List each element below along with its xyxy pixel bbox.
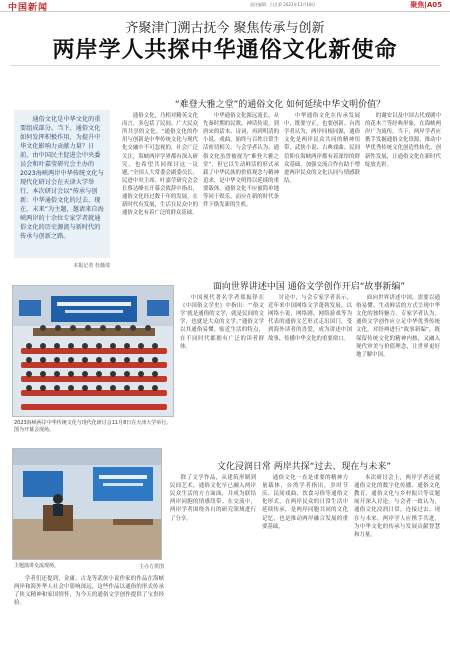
article-column bbox=[170, 474, 256, 640]
paragraph: 中华通俗文化源远流长，从先秦时期的民歌、神话传说，到唐宋的话本、诗词，再到明清的小说、戏曲，始终与百姓日常生活密切相关。与会学者认为，通俗文化虽曾被视为“难登大雅之堂”，但它以生动鲜活的形式承载了中华民族的价值观念与精神追求，是中华文明得以延续的重要载体。通俗文化不应被简单地等同于娱乐，而应在新的时代条件下焕发新的生机。 bbox=[203, 113, 279, 209]
subhead-2: 面向世界讲述中国 通俗文学创作开启“故事新编” bbox=[212, 282, 406, 292]
divider bbox=[10, 65, 440, 66]
speech-stage-image bbox=[13, 449, 162, 560]
paragraph: 讨论中，与会专家学者表示，近年来中国网络文学蓬勃发展，以网络小说、网络剧、网络游戏等为代表的通俗文艺形式走出国门，受到海外读者的喜爱，成为讲述中国故事、传播中华文化的重要窗口。 bbox=[268, 295, 352, 342]
paragraph: 学者们还提到，金庸、古龙等武侠小说作家的作品在海峡两岸和海外华人社会中影响深远，这些作品以通俗的形式传承了侠义精神和家国情怀，为今天的通俗文学创作提供了宝贵经验。 bbox=[14, 576, 164, 607]
section-page-label: 聚焦|A05 bbox=[410, 1, 442, 9]
article-column bbox=[365, 112, 441, 267]
paragraph: 中国现代著名学者郑振铎在《中国俗文学史》中指出：“‘俗文学’就是通俗的文学，就是民间的文学，也就是大众的文学。”通俗文学以其通俗易懂、贴近生活的特点，在不同时代都拥有广泛的读者群体。 bbox=[180, 295, 264, 350]
lead-box bbox=[14, 110, 110, 258]
article-column bbox=[203, 112, 279, 267]
paragraph: 中华通俗文化在传承发展中，既要守正，也要创新。台湾学者认为，两岸同根同源，通俗文化是两岸民众共同的精神纽带，武侠小说、古典戏曲、民间信仰在海峡两岸都有着深厚的群众基础，加强交流合作有助于增进两岸民众的文化认同与情感联结。 bbox=[284, 113, 360, 184]
photo-credit: 主办方供图 bbox=[138, 564, 164, 570]
article-column bbox=[14, 575, 164, 641]
paragraph: 通俗文化，乃相对精英文化而言，多包括了民间、广大民众所共享的文化。“通俗文化的作用与创新是中华传统文化与现代化交融中不可忽视的，社会广泛关注，海峡两岸学界都有深入研究，也希望共同探讨这一议题。”全国人大常委会副委员长、民进中央主席、叶嘉莹研究会会长蔡达峰在开幕会致辞中指出，通俗文化经过数千年的发展，在新时代有发展，生活在民众中的通俗文化有着广泛的群众基础。 bbox=[122, 113, 198, 217]
editor-date-line: 责任编辑：白艺莉 2023年11月18日 bbox=[250, 2, 316, 7]
paragraph: 面向世界讲述中国，需要以通俗易懂、生动鲜活的方式呈现中华文化的独特魅力。专家学者认为，通俗文学创作应立足中华优秀传统文化，对经典进行“故事新编”，既保留传统文化的精神内核，又融入现代审美与价值理念，让世界更好地了解中国。 bbox=[356, 295, 440, 358]
article-column bbox=[122, 112, 198, 267]
photo-caption-1: 2023海峡两岸中华传统文化与现代化研讨会11月8日在天津大学举行。图为开幕会现场。 bbox=[14, 420, 172, 433]
article-column bbox=[268, 294, 352, 446]
conference-hall-image bbox=[13, 286, 174, 417]
subhead-1: “难登大雅之堂”的通俗文化 如何延续中华文明价值？ bbox=[174, 100, 386, 110]
main-headline: 两岸学人共探中华通俗文化新使命 bbox=[52, 37, 398, 63]
article-column bbox=[180, 294, 264, 446]
paragraph: 通俗文化一直是重要的精神力量载体，台湾学者指出，岁时节庆、民间戏曲、饮食习俗等通俗文化形式，在两岸民众的日常生活中延续传承，是两岸同胞共同的文化记忆，也是推动两岸融合发展的重要基础。 bbox=[262, 475, 348, 530]
article-column bbox=[284, 112, 360, 267]
paragraph: 除了文学作品，从建筑形制到民间艺术，通俗文化早已融入两岸民众生活的方方面面，并成为联结两岸同胞的情感纽带。在交流中，两岸学者围绕各自的研究领域进行了分享。 bbox=[170, 475, 256, 522]
lead-author: 本报记者 杜薇琦 bbox=[73, 263, 110, 269]
masthead bbox=[0, 0, 450, 12]
subhead-3: 文化浸润日常 两岸共探“过去、现在与未来” bbox=[216, 462, 392, 472]
article-column bbox=[262, 474, 348, 640]
article-column bbox=[356, 294, 440, 446]
article-column bbox=[354, 474, 440, 640]
lead-text: 通俗文化是中华文化的重要组成部分。当下，通俗文化如何发挥积极作用，为提升中华文化影响力贡献力量？日前，由中国民主促进会中央委员会和叶嘉莹研究会主办的2023海峡两岸中华传统文化与现代化研讨会在天津大学举行，本次研讨会以“传承与创新：中华通俗文化的过去、现在、未来”为主题，邀请来自海峡两岸的十余位专家学者就通俗文化的历史源流与新时代的传承与创新之路。 bbox=[20, 116, 104, 240]
photo-caption-2: 主题演讲交流现场。 bbox=[14, 563, 60, 569]
speech-photo bbox=[12, 448, 162, 560]
newspaper-logo: 中国新闻 bbox=[8, 3, 49, 13]
paragraph: 的谢安以及中国古代戏剧中的花木兰等经典形象，在海峡两岸广为流传。当下，两岸学者应携手发掘通俗文化资源，推动中华优秀传统文化创造性转化、创新性发展，让通俗文化在新时代绽放光彩。 bbox=[365, 113, 441, 168]
paragraph: 本次研讨会上，两岸学者还就通俗文化的数字化传播、通俗文化教育、通俗文化与乡村振兴等议题展开深入讨论。与会者一致认为，通俗文化浸润日常，连接过去、现在与未来，两岸学人应携手共进，为中华文化的传承与发展贡献智慧和力量。 bbox=[354, 475, 440, 538]
conference-photo bbox=[12, 285, 174, 417]
kicker-headline: 齐聚津门溯古抚今 聚焦传承与创新 bbox=[125, 21, 325, 36]
